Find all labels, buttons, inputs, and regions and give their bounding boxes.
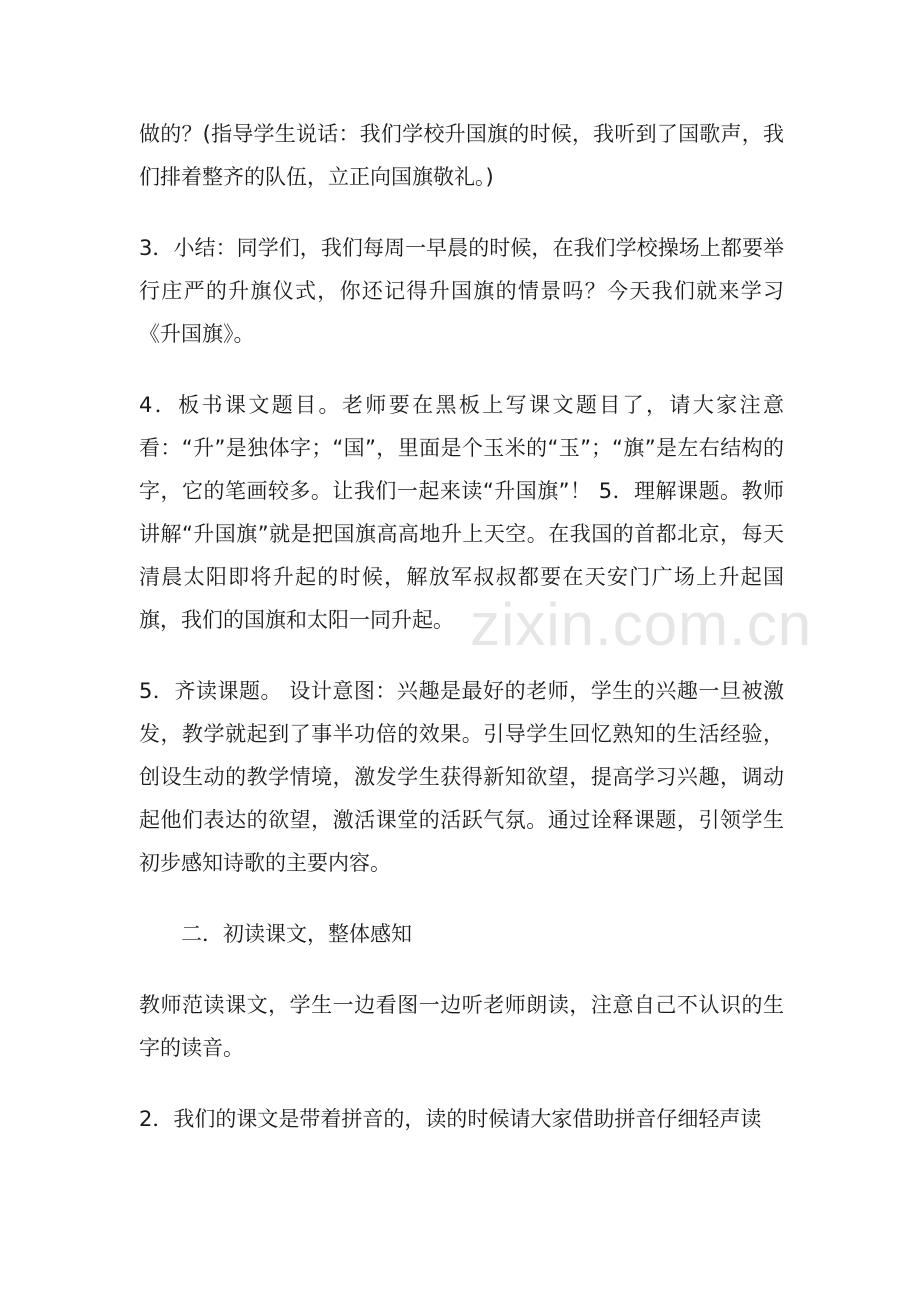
document-body bbox=[139, 113, 784, 1169]
paragraph-intro-continuation: 做的？(指导学生说话：我们学校升国旗的时候，我听到了国歌声，我们排着整齐的队伍，立正向国旗敬礼。) bbox=[139, 122, 784, 189]
paragraph-pinyin-reading: 2．我们的课文是带着拼音的，读的时候请大家借助拼音仔细轻声读 bbox=[139, 1107, 762, 1131]
paragraph-summary: 3．小结：同学们，我们每周一早晨的时候，在我们学校操场上都要举行庄严的升旗仪式，你还记得升国旗的情景吗？今天我们就来学习《升国旗》。 bbox=[139, 236, 784, 346]
paragraph-blackboard-title: 4．板书课文题目。老师要在黑板上写课文题目了，请大家注意看：“升”是独体字；“国”，里面是个玉米的“玉”；“旗”是左右结构的字，它的笔画较多。让我们一起来读“升国旗”！ 5．理解课题。教师讲解“升国旗”就是把国旗高高地升上天空。在我国的首都北京，每天清晨太阳即将升起的时候，解放军叔叔都要在天安门广场上升起国旗，我们的国旗和太阳一同升起。 bbox=[139, 393, 784, 632]
paragraph-read-title: 5．齐读课题。 设计意图：兴趣是最好的老师，学生的兴趣一旦被激发，教学就起到了事半功倍的效果。引导学生回忆熟知的生活经验，创设生动的教学情境，激发学生获得新知欲望，提高学习兴趣，调动起他们表达的欲望，激活课堂的活跃气氛。通过诠释课题，引领学生初步感知诗歌的主要内容。 bbox=[139, 679, 784, 875]
watermark: zixin.com.cn bbox=[470, 591, 813, 658]
section-heading: 二．初读课文，整体感知 bbox=[181, 922, 412, 946]
paragraph-teacher-reading: 教师范读课文，学生一边看图一边听老师朗读，注意自己不认识的生字的读音。 bbox=[139, 993, 784, 1060]
